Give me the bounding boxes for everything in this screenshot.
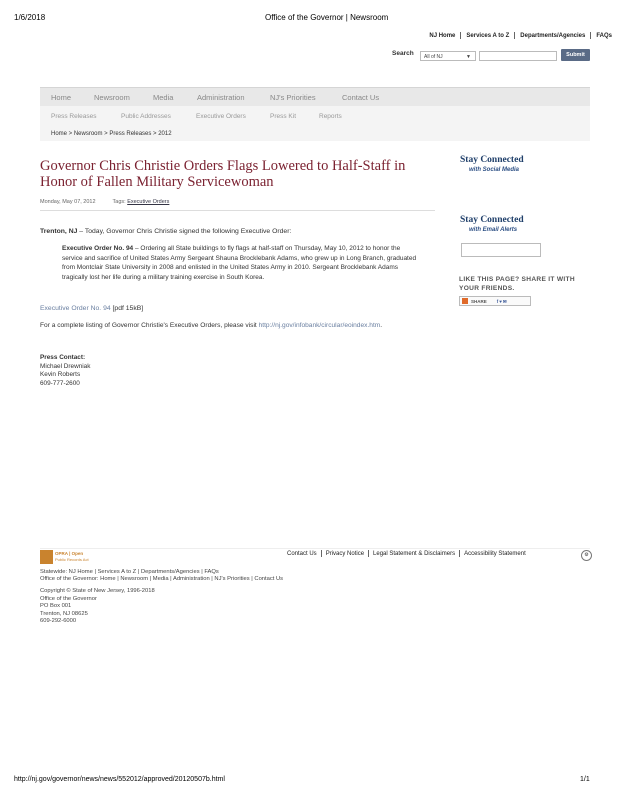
article-meta — [40, 199, 169, 205]
main-nav — [40, 87, 590, 107]
util-nj-home[interactable]: NJ Home — [429, 33, 456, 40]
divider — [40, 548, 590, 549]
search-scope-select[interactable] — [420, 51, 476, 61]
eoindex-link[interactable]: http://nj.gov/infobank/circular/eoindex.htm — [258, 322, 381, 329]
social-subtitle[interactable]: with Social Media — [469, 167, 520, 173]
email-field[interactable] — [461, 243, 541, 257]
intro-text: – Today, Governor Chris Christie signed the following Executive Order: — [77, 228, 292, 235]
util-services[interactable]: Services A to Z — [466, 33, 510, 40]
period: . — [380, 322, 383, 329]
address-line: Office of the Governor — [40, 595, 97, 602]
chevron-down-icon: ▼ — [466, 54, 471, 60]
address-line: Trenton, NJ 08625 — [40, 610, 88, 617]
subnav-reports[interactable]: Reports — [319, 113, 342, 120]
tags-label: Tags: — [112, 199, 126, 205]
print-url: http://nj.gov/governor/news/news/552012/approved/20120507b.html — [14, 776, 225, 783]
eo-pdf-size: [pdf 15kB] — [110, 305, 144, 312]
article-intro — [40, 228, 291, 235]
subnav-press-kit[interactable]: Press Kit — [270, 113, 297, 120]
address-phone: 609-292-6000 — [40, 618, 77, 625]
util-faqs[interactable]: FAQs — [596, 33, 612, 40]
footer-office: Office of the Governor: Home | Newsroom | Media | Administration | NJ's Priorities | Contact Us — [40, 576, 284, 582]
print-date: 1/6/2018 — [14, 13, 46, 22]
divider — [459, 550, 460, 557]
accessibility-icon[interactable]: ⚙ — [581, 550, 592, 561]
print-title: Office of the Governor | Newsroom — [265, 13, 389, 22]
footer-legal[interactable]: Legal Statement & Disclaimers — [373, 551, 456, 558]
eo-document — [40, 305, 143, 312]
share-button[interactable] — [459, 296, 531, 306]
nav-contact[interactable]: Contact Us — [342, 93, 380, 102]
nav-newsroom[interactable]: Newsroom — [94, 93, 130, 102]
footer-contact[interactable]: Contact Us — [287, 551, 317, 558]
nav-media[interactable]: Media — [153, 93, 174, 102]
divider — [368, 550, 369, 557]
press-contact-name: Kevin Roberts — [40, 371, 81, 379]
search-scope-value: All of NJ — [424, 54, 443, 60]
email-title: Stay Connected — [460, 215, 524, 225]
footer-statewide: Statewide: NJ Home | Services A to Z | Departments/Agencies | FAQs — [40, 569, 219, 575]
share-icon — [462, 298, 468, 304]
subnav-public-addresses[interactable]: Public Addresses — [121, 113, 171, 120]
copyright: Copyright © State of New Jersey, 1996-2018 — [40, 588, 155, 594]
nav-priorities[interactable]: NJ's Priorities — [270, 93, 316, 102]
submit-button[interactable]: Submit — [561, 49, 590, 61]
complete-text: For a complete listing of Governor Christie's Executive Orders, please visit — [40, 322, 259, 329]
nav-home[interactable]: Home — [51, 93, 72, 102]
footer-accessibility[interactable]: Accessibility Statement — [464, 551, 526, 558]
share-label: SHARE — [471, 299, 487, 304]
search-label: Search — [392, 50, 414, 57]
tag-link[interactable]: Executive Orders — [127, 199, 170, 205]
divider — [460, 32, 461, 39]
press-contact-phone: 609-777-2600 — [40, 379, 80, 387]
nav-administration[interactable]: Administration — [197, 93, 245, 102]
subnav-press-releases[interactable]: Press Releases — [51, 113, 97, 120]
email-subtitle[interactable]: with Email Alerts — [469, 227, 518, 233]
util-departments[interactable]: Departments/Agencies — [520, 33, 586, 40]
press-contact-name: Michael Drewniak — [40, 362, 91, 370]
footer-privacy[interactable]: Privacy Notice — [325, 551, 365, 558]
footer-links — [287, 550, 526, 557]
eo-text: – Ordering all State buildings to fly flags at half-staff on Thursday, May 10, 2012 to honor the service and sacrifice of United States Army Sergeant Shauna Brocklebank Adams, who grew up in Long Branch, graduated from Montclair State University in 2008 and enlisted in the United States Army in 2010. Sergeant Brocklebank Adams tragically lost her life during a military training exercise in South Korea. — [62, 245, 417, 281]
social-title: Stay Connected — [460, 155, 524, 165]
sub-nav — [40, 106, 590, 127]
article-date: Monday, May 07, 2012 — [40, 199, 96, 205]
share-prompt: LIKE THIS PAGE? SHARE IT WITH YOUR FRIENDS. — [459, 276, 575, 292]
search-input[interactable] — [479, 51, 557, 61]
utility-nav — [429, 32, 612, 39]
divider — [590, 32, 591, 39]
address-line: PO Box 001 — [40, 603, 72, 610]
executive-order-summary — [62, 244, 418, 282]
social-icons: f♥✉ — [496, 299, 508, 304]
footer-address — [40, 588, 155, 626]
eo-pdf-link[interactable]: Executive Order No. 94 — [40, 305, 111, 312]
print-page: 1/1 — [580, 776, 590, 783]
opra-subtext: Public Records Act — [55, 557, 89, 562]
opra-icon — [40, 550, 53, 564]
press-contact — [40, 354, 90, 388]
eo-label: Executive Order No. 94 — [62, 245, 134, 252]
complete-listing — [40, 322, 382, 329]
opra-text: OPRA | Open — [55, 551, 84, 556]
press-contact-label: Press Contact: — [40, 354, 86, 361]
subnav-executive-orders[interactable]: Executive Orders — [196, 113, 246, 120]
divider — [40, 210, 435, 211]
divider — [321, 550, 322, 557]
page-title: Governor Chris Christie Orders Flags Lowered to Half-Staff in Honor of Fallen Military Servicewoman — [40, 158, 406, 190]
divider — [514, 32, 515, 39]
dateline: Trenton, NJ — [40, 228, 78, 235]
opra-logo[interactable] — [40, 550, 89, 566]
breadcrumb: Home > Newsroom > Press Releases > 2012 — [51, 131, 172, 137]
